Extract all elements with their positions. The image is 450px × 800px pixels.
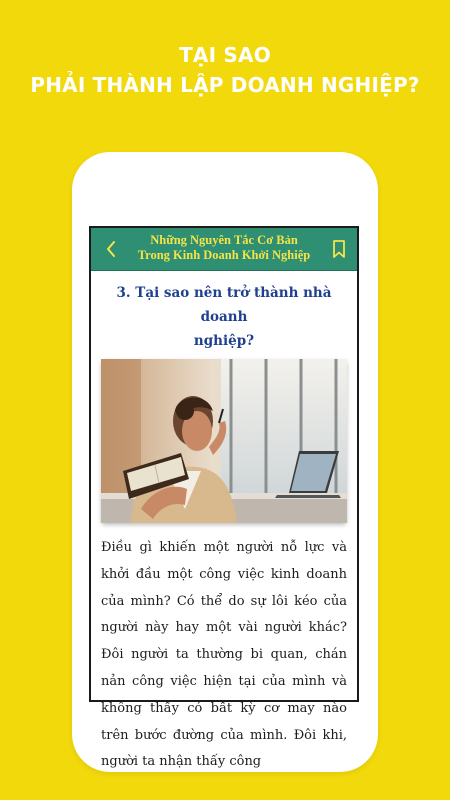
app-bar <box>91 228 357 271</box>
app-title-line-2: Trong Kinh Doanh Khởi Nghiệp <box>137 248 311 262</box>
headline-line-1: TẠI SAO <box>179 43 271 67</box>
bookmark-icon[interactable] <box>331 239 347 259</box>
article-hero-image <box>101 359 347 523</box>
phone-screen <box>89 226 359 770</box>
app-bar-title <box>125 233 323 263</box>
headline-line-2: PHẢI THÀNH LẬP DOANH NGHIỆP? <box>30 73 420 97</box>
app-title-line-1: Những Nguyên Tắc Cơ Bản <box>150 233 298 247</box>
article-title <box>101 281 347 353</box>
article-title-line-1: 3. Tại sao nên trở thành nhà doanh <box>116 285 332 325</box>
article-title-line-2: nghiệp? <box>193 333 255 349</box>
chevron-left-icon[interactable] <box>101 238 121 260</box>
article-body: Điều gì khiến một người nỗ lực và khởi đầu một công việc kinh doanh của mình? Có thể do sự lôi kéo của người này hay một vài người khác? Đôi người ta thường bi quan, chán nản công việc hiện tại của mình và không thấy có bất kỳ cơ may nào trên bước đường của mình. Đôi khi, người ta nhận thấy công <box>101 540 347 770</box>
promo-headline <box>0 40 450 100</box>
